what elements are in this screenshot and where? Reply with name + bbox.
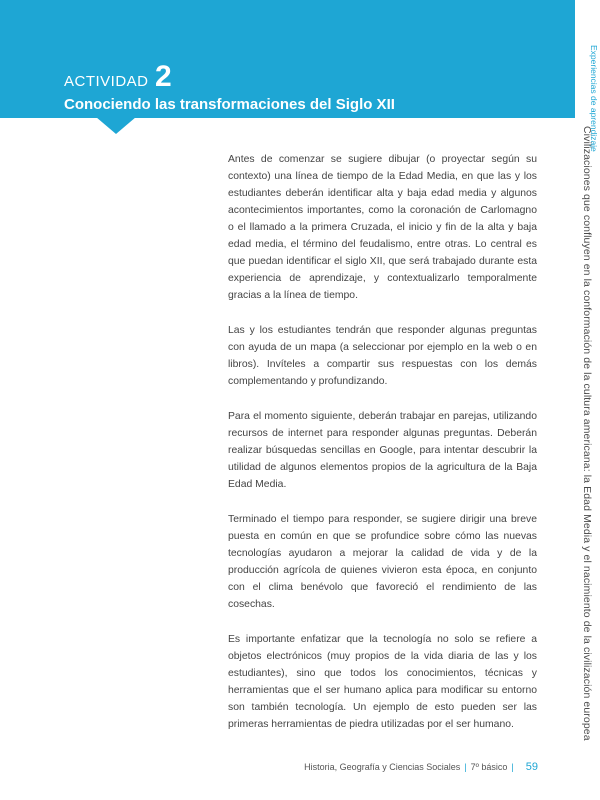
banner-notch bbox=[96, 117, 136, 134]
side-section-label bbox=[584, 45, 600, 152]
page-number: 59 bbox=[525, 761, 538, 773]
paragraph: Para el momento siguiente, deberán trabajar en parejas, utilizando recursos de internet para responder algunas preguntas. Deberán realizar búsquedas sencillas en Google, para intentar descubrir la utilidad de algunos elementos propios de la agricultura de la Baja Edad Media. bbox=[228, 411, 537, 490]
activity-word: ACTIVIDAD bbox=[64, 73, 149, 90]
body-text bbox=[228, 151, 537, 751]
paragraph: Terminado el tiempo para responder, se sugiere dirigir una breve puesta en común en que se profundice sobre cómo las nuevas tecnologías ayudaron a mejorar la calidad de vida y de la producción agrícola de quienes vivieron esta época, en conjunto con el clima benévolo que favoreció el rendimiento de las cosechas. bbox=[228, 514, 537, 610]
side-chapter-label bbox=[579, 126, 595, 741]
page-footer bbox=[304, 761, 538, 773]
footer-subject: Historia, Geografía y Ciencias Sociales bbox=[304, 762, 461, 772]
activity-label bbox=[64, 60, 172, 94]
paragraph: Las y los estudiantes tendrán que responder algunas preguntas con ayuda de un mapa (a seleccionar por ejemplo en la web o en libros). Invíteles a compartir sus respuestas con los demás complementando y profundizando. bbox=[228, 325, 537, 387]
activity-number: 2 bbox=[154, 60, 172, 93]
side-chapter-text: Civilizaciones que confluyen en la conformación de la cultura americana: la Edad Media y el nacimiento de la civilización europea bbox=[581, 126, 593, 741]
footer-separator: | bbox=[464, 762, 467, 772]
side-section-text: Experiencias de aprendizaje bbox=[589, 45, 599, 152]
page-title: Conociendo las transformaciones del Siglo XII bbox=[64, 96, 395, 113]
footer-separator: | bbox=[511, 762, 514, 772]
footer-grade: 7º básico bbox=[470, 762, 508, 772]
paragraph: Es importante enfatizar que la tecnología no solo se refiere a objetos electrónicos (muy propios de la vida diaria de las y los estudiantes), sino que todos los conocimientos, técnicas y herramientas que el ser humano aplica para modificar su entorno son también tecnología. Un ejemplo de esto pueden ser las primeras herramientas de piedra utilizadas por el ser humano. bbox=[228, 634, 537, 730]
paragraph: Antes de comenzar se sugiere dibujar (o proyectar según su contexto) una línea de tiempo de la Edad Media, en que las y los estudiantes deberán identificar alta y baja edad media y algunos acontecimientos importantes, como la coronación de Carlomagno o el llamado a la primera Cruzada, el inicio y fin de la alta y baja edad media, el término del feudalismo, entre otras. Lo central es que puedan identificar el siglo XII, que será trabajado durante esta experiencia de aprendizaje, y contextualizarlo temporalmente gracias a la línea de tiempo. bbox=[228, 154, 537, 301]
